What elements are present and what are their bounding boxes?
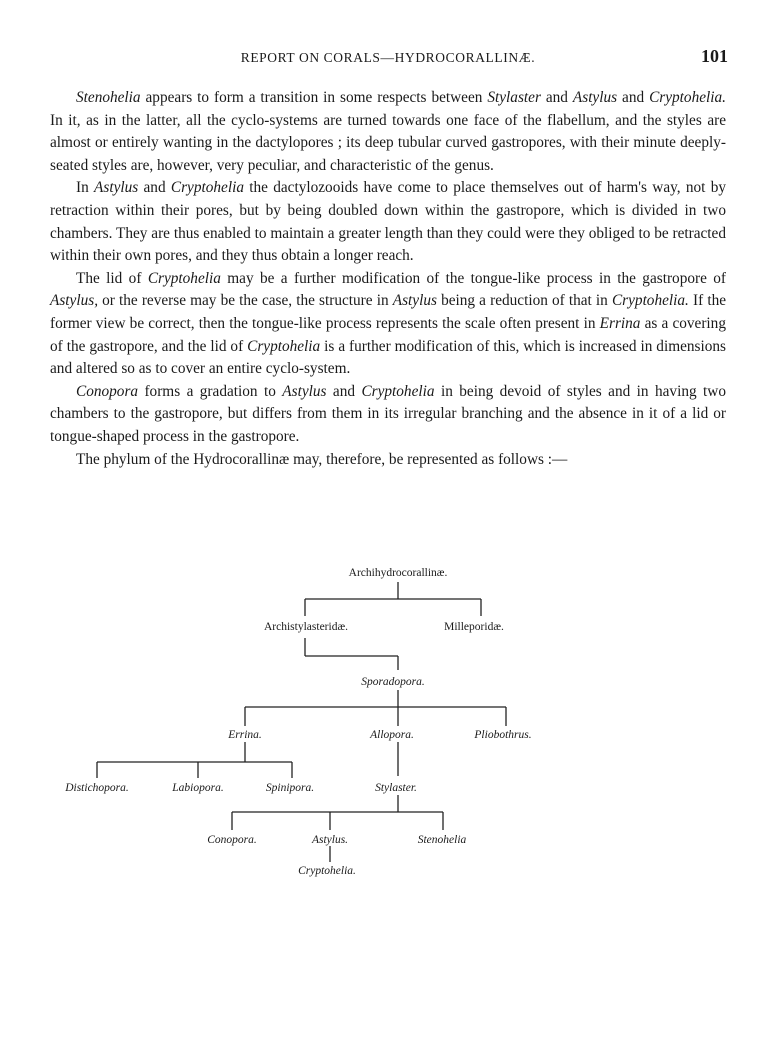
tree-node-archihydrocallinae: Archihydrocorallinæ. (348, 567, 448, 579)
text-run: In it, as in the latter, all the cyclo-systems are turned towards one face of the flabellum, and the styles are almost or entirely wanting in the dactylopores ; its deep tubular curved gastropores, with their minute deeply-seated styles are, however, very peculiar, and characteristic of the genus. (50, 111, 726, 174)
text-run: In (76, 179, 95, 197)
italic-taxon: Stenohelia (76, 89, 141, 106)
text-run: The lid of (76, 269, 148, 287)
italic-taxon: Astylus (392, 292, 437, 310)
text-run: forms a gradation to (138, 382, 283, 400)
italic-taxon: Cryptohelia. (649, 89, 726, 106)
italic-taxon: Cryptohelia. (611, 292, 689, 310)
text-run: may be a further modification of the tongue-like process in the gastropore of (220, 269, 726, 287)
tree-node-milleporidae: Milleporidæ. (444, 621, 504, 633)
tree-node-conopora: Conopora. (207, 834, 257, 846)
italic-taxon: Cryptohelia (361, 382, 435, 400)
text-run: in being devoid of styles and in having two chambers to the gastropore, but differs from them in its irregular branching and the absence in it of a lid or tongue-shaped process in the gastropore. (50, 382, 726, 445)
tree-node-allopora: Allopora. (370, 729, 414, 741)
tree-node-stenohelia: Stenohelia (417, 834, 467, 846)
text-run: being a reduction of that in (436, 292, 612, 310)
tree-node-astylus: Astylus. (311, 834, 349, 846)
italic-taxon: Astylus (282, 382, 327, 400)
italic-taxon: Stylaster (487, 89, 541, 106)
text-run: is a further modification of this, which is increased in dimensions and altered so as to cover an entire cyclo-system. (50, 337, 726, 378)
text-run: as a covering of the gastropore, and the lid of (50, 314, 726, 355)
tree-node-stylaster: Stylaster. (375, 782, 417, 794)
italic-taxon: Cryptohelia (247, 337, 321, 355)
tree-node-sporadopora: Sporadopora. (361, 676, 425, 688)
text-run: and (617, 89, 650, 106)
tree-node-distichopora: Distichopora. (65, 782, 129, 794)
italic-taxon: Astylus (94, 179, 139, 197)
tree-node-pliobothrus: Pliobothrus. (474, 729, 532, 741)
italic-taxon: Astylus (572, 89, 618, 106)
italic-taxon: Cryptohelia (170, 179, 244, 197)
text-run: or the reverse may be the case, the structure in (98, 292, 393, 310)
tree-node-errina: Errina. (228, 729, 262, 741)
text-run: appears to form a transition in some respects between (140, 89, 488, 106)
text-run: and (540, 89, 573, 106)
italic-taxon: Conopora (76, 382, 139, 400)
tree-node-archistylasteridae: Archistylasteridæ. (264, 621, 348, 633)
tree-node-spinipora: Spinipora. (265, 782, 315, 794)
text-run: The phylum of the Hydrocorallinæ may, therefore, be represented as follows :— (76, 450, 568, 468)
italic-taxon: Astylus, (50, 292, 99, 310)
page-number: 101 (701, 46, 728, 66)
text-run: the dactylozooids have come to place themselves out of harm's way, not by retraction within their pores, but by being doubled down within the gastropore, which is divided in two chambers. They are thus enabled to maintain a greater length than they could were they obliged to be retracted within their own pores, and they thus obtain a longer reach. (50, 179, 726, 265)
italic-taxon: Cryptohelia (147, 269, 221, 287)
text-run: and (138, 179, 171, 197)
tree-node-cryptohelia: Cryptohelia. (298, 865, 356, 877)
italic-taxon: Errina (599, 314, 641, 332)
text-run: and (326, 382, 362, 400)
tree-node-labiopora: Labiopora. (172, 782, 224, 794)
text-run: If the former view be correct, then the tongue-like process represents the scale often present in (50, 292, 727, 332)
running-title: REPORT ON CORALS—HYDROCORALLINÆ. (240, 50, 536, 65)
